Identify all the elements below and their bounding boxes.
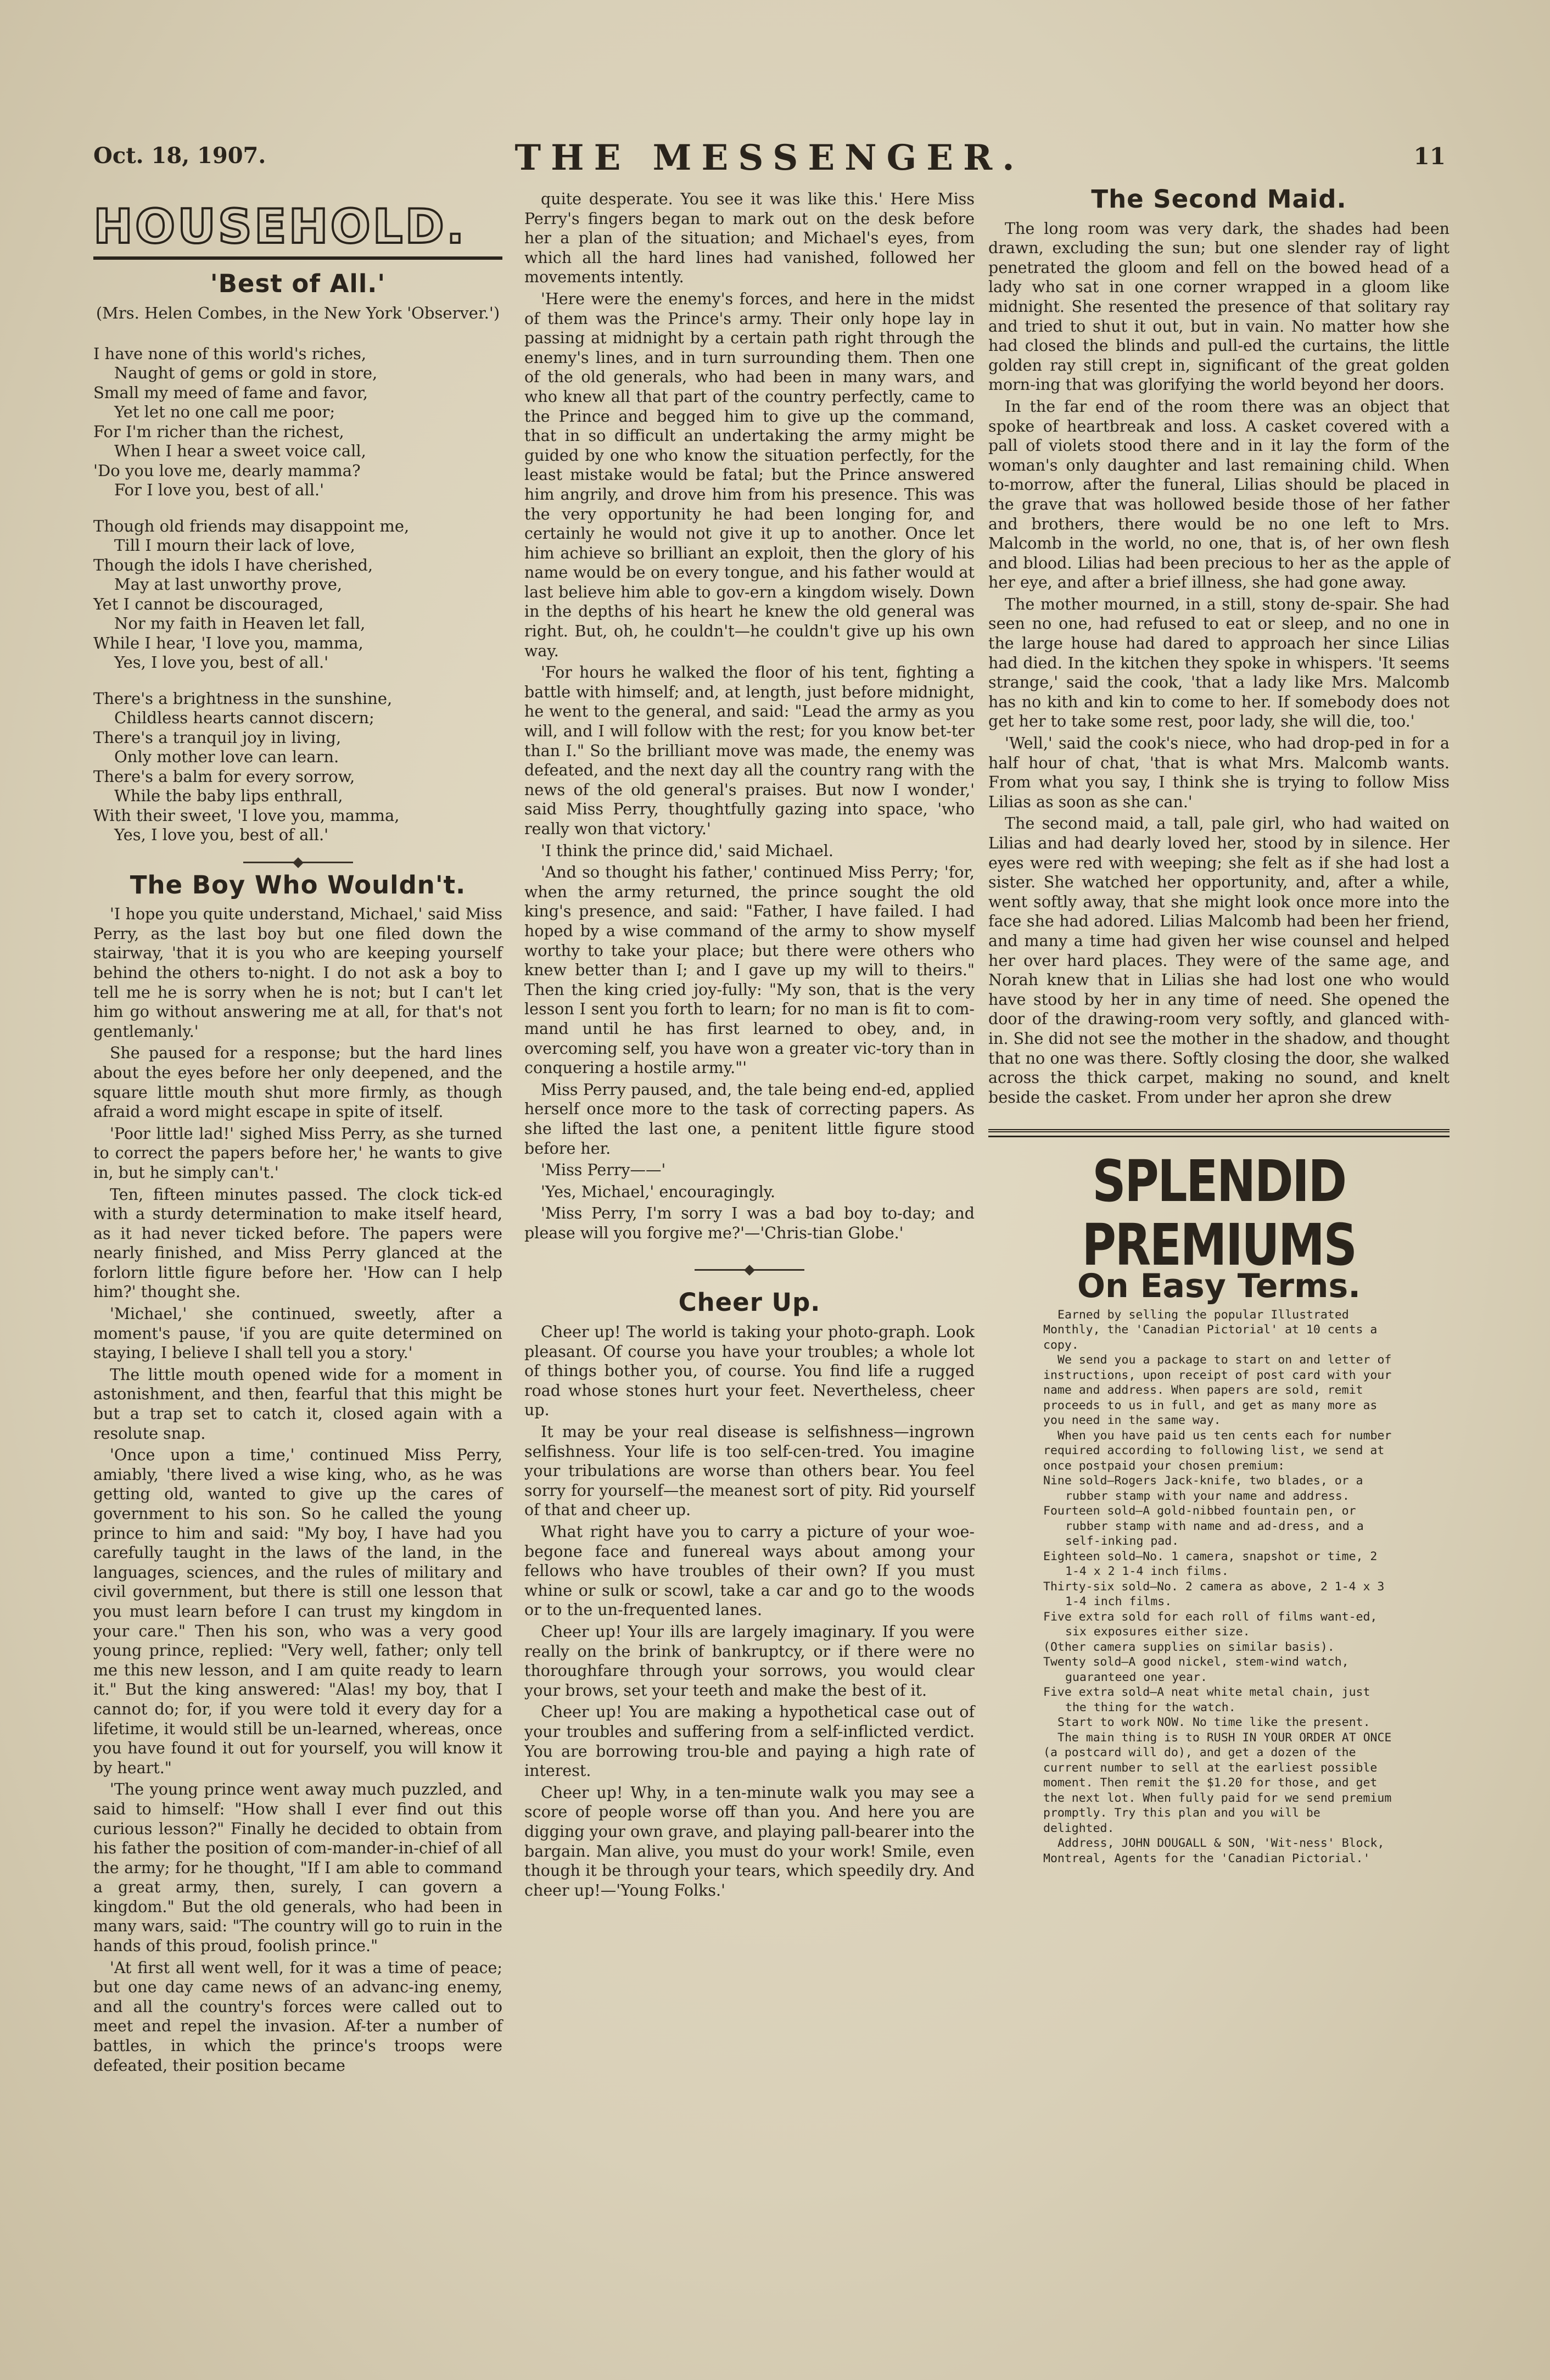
advert-paragraph: Start to work NOW. No time like the present. <box>1057 1716 1370 1730</box>
poem-byline: (Mrs. Helen Combes, in the New York 'Observer.') <box>96 303 500 322</box>
heading-rule <box>93 256 502 260</box>
story-paragraph: 'The young prince went away much puzzled, and said to himself: "How shall I ever find out this curious lesson?" Finally he decided to obtain from his father the position of com-mander-in-chief of all the army; for he thought, "If I am able to command a great army, then, surely, I can govern a kingdom." But the old generals, who had been in many wars, said: "The country will go to ruin in the hands of this proud, foolish prince." <box>93 1780 502 1956</box>
section-divider <box>243 862 353 863</box>
article-paragraph: What right have you to carry a picture of your woe-begone face and funereal ways about among your fellows who have troubles of their own? If you must whine or sulk or scowl, take a car and go to the woods or to the un-frequented lanes. <box>524 1523 975 1619</box>
poem-line: Yet I cannot be discouraged, <box>93 594 324 613</box>
story-paragraph: Miss Perry paused, and, the tale being end-ed, applied herself once more to the task of correcting papers. As she lifted the last one, a penitent little figure stood before her. <box>524 1080 975 1158</box>
poem-line: For I'm richer than the richest, <box>93 422 344 441</box>
story-paragraph: In the far end of the room there was an object that spoke of heartbreak and loss. A casket covered with a pall of violets stood there and in it lay the form of the woman's only daughter and last remaining child. When to-morrow, after the funeral, Lilias should be placed in the grave that was hollowed beside those of her father and brothers, there would be no one left to Mrs. Malcomb in the world, no one, that is, of her own flesh and blood. Lilias had been precious to her as the apple of her eye, and after a brief illness, she had gone away. <box>988 397 1450 592</box>
poem-line: I have none of this world's riches, <box>93 344 367 363</box>
story-paragraph: 'I think the prince did,' said Michael. <box>541 841 833 860</box>
premium-item: (Other camera supplies on similar basis). <box>1043 1640 1335 1654</box>
story-paragraph: 'Miss Perry, I'm sorry I was a bad boy to-day; and please will you forgive me?'—'Chris-tian Globe.' <box>524 1204 975 1242</box>
poem-line: May at last unworthy prove, <box>114 575 343 594</box>
story-paragraph: The mother mourned, in a still, stony de-spair. She had seen no one, had refused to eat or sleep, and no one in the large house had dared to approach her since Lilias had died. In the kitchen they spoke in whispers. 'It seems strange,' said the cook, 'that a lady like Mrs. Malcomb has no kith and kin to come to her. If somebody does not get her to take some rest, poor lady, she will die, too.' <box>988 595 1450 731</box>
column-3 <box>988 185 1450 1866</box>
issue-date: Oct. 18, 1907. <box>93 143 266 169</box>
story-paragraph: 'At first all went well, for it was a time of peace; but one day came news of an advanc-ing enemy, and all the country's forces were called out to meet and repel the invasion. Af-ter a number of battles, in which the prince's troops were defeated, their position became <box>93 1958 502 2075</box>
story-paragraph: 'Miss Perry——' <box>541 1161 666 1180</box>
poem-line: Small my meed of fame and favor, <box>93 383 368 402</box>
story-paragraph: 'Well,' said the cook's niece, who had drop-ped in for a half hour of chat, 'that is what Mrs. Malcomb wants. From what you say, I think she is trying to follow Miss Lilias as soon as she can.' <box>988 734 1450 811</box>
column-1 <box>93 189 502 2077</box>
story-body <box>93 904 502 2075</box>
premium-item: Fourteen sold—A gold-nibbed fountain pen, or rubber stamp with name and ad-dress, and a self-inking pad. <box>1043 1504 1364 1549</box>
story-continuation <box>524 189 975 1243</box>
advert-headline: SPLENDID PREMIUMS <box>1082 1148 1356 1279</box>
poem-line: 'Do you love me, dearly mamma? <box>93 461 361 480</box>
advert-body <box>1043 1308 1395 1867</box>
poem-line: Nor my faith in Heaven let fall, <box>114 614 366 633</box>
poem-title: 'Best of All.' <box>210 269 386 298</box>
poem-line: With their sweet, 'I love you, mamma, <box>93 806 400 825</box>
story-body-second-maid <box>988 219 1450 1108</box>
poem-line: Only mother love can learn. <box>114 747 339 767</box>
poem-stanza <box>93 689 502 845</box>
advert-paragraph: When you have paid us ten cents each for number required according to following list, we send at once postpaid your chosen premium: <box>1043 1428 1392 1473</box>
poem-line: There's a tranquil joy in living, <box>93 728 342 747</box>
poem-line: There's a balm for every sorrow, <box>93 767 355 786</box>
story-paragraph: The second maid, a tall, pale girl, who had waited on Lilias and had dearly loved her, stood by in silence. Her eyes were red with weeping; she felt as if she had lost a sister. She watched her opportunity, and, after a while, went softly away, that she might look once more into the face she had adored. Lilias Malcomb had been her friend, and many a time had given her wise counsel and helped her over hard places. They were of the same age, and Norah knew that in Lilias she had lost one who would have stood by her in any time of need. She opened the door of the drawing-room very softly, and glanced with-in. She did not see the mother in the shadow, and thought that no one was there. Softly closing the door, she walked across the thick carpet, making no sound, and knelt beside the casket. From under her apron she drew <box>988 814 1450 1107</box>
article-paragraph: Cheer up! Your ills are largely imaginary. If you were really on the brink of bankruptcy, or if there were no thoroughfare through your sorrows, you would clear your brows, set your teeth and make the best of it. <box>524 1622 975 1700</box>
story-paragraph: The little mouth opened wide for a moment in astonishment, and then, fearful that this might be but a trap set to catch it, closed again with a resolute snap. <box>93 1365 502 1443</box>
advert-paragraph: We send you a package to start on and letter of instructions, upon receipt of post card with your name and address. When papers are sold, remit proceeds to us in full, and get as many more as you need in the same way. <box>1043 1353 1392 1428</box>
story-paragraph: 'For hours he walked the floor of his tent, fighting a battle with himself; and, at length, just before midnight, he went to the general, and said: "Lead the army as you will, and I will follow with the rest; for you know bet-ter than I." So the brilliant move was made, the enemy was defeated, and the next day all the country rang with the news of the old general's praises. But now I wonder,' said Miss Perry, thoughtfully gazing into space, 'who really won that victory.' <box>524 663 975 838</box>
premium-item: Five extra sold for each roll of films want-ed, six exposures either size. <box>1043 1610 1378 1639</box>
advert-rule <box>988 1129 1450 1137</box>
story-paragraph: quite desperate. You see it was like this.' Here Miss Perry's fingers began to mark out on the desk before her a plan of the situation; and Michael's eyes, from which all the hard lines had vanished, followed her movements intently. <box>524 190 975 287</box>
article-paragraph: Cheer up! You are making a hypothetical case out of your troubles and suffering from a self-inflicted verdict. You are borrowing trou-ble and paying a high rate of interest. <box>524 1703 975 1780</box>
story-title: The Boy Who Wouldn't. <box>130 870 466 900</box>
article-body <box>524 1322 975 1900</box>
story-paragraph: 'Poor little lad!' sighed Miss Perry, as she turned to correct the papers before her,' he wants to give in, but he simply can't.' <box>93 1124 502 1182</box>
advert-paragraph: Address, JOHN DOUGALL & SON, 'Wit-ness' Block, Montreal, Agents for the 'Canadian Pictorial.' <box>1043 1836 1385 1865</box>
article-paragraph: Cheer up! Why, in a ten-minute walk you may see a score of people worse off than you. And here you are digging your own grave, and playing pall-bearer into the bargain. Man alive, you must do your work! Smile, even though it be through your tears, which speedily dry. And cheer up!—'Young Folks.' <box>524 1783 975 1899</box>
story-paragraph: 'Once upon a time,' continued Miss Perry, amiably, 'there lived a wise king, who, as he was getting old, wanted to give up the cares of government to his son. So he called the young prince to him and said: "My boy, I have had you carefully taught in the laws of the land, in the languages, sciences, and the rules of military and civil government, but there is still one lesson that you must learn before I can trust my kingdom in your care." Then his son, who was a very good young prince, replied: "Very well, father; only tell me this new lesson, and I am quite ready to learn it." But the king answered: "Alas! my boy, that I cannot do; for, if you were told it every day for a lifetime, it would still be un-learned, whereas, once you have found it out for yourself, you will know it by heart." <box>93 1446 502 1777</box>
article-paragraph: Cheer up! The world is taking your photo-graph. Look pleasant. Of course you have your troubles; a whole lot of things bother you, of course. You find life a rugged road whose stones hurt your feet. Nevertheless, cheer up. <box>524 1323 975 1420</box>
premium-item: Eighteen sold—No. 1 camera, snapshot or time, 2 1-4 x 2 1-4 inch films. <box>1043 1549 1378 1579</box>
story-paragraph: 'Yes, Michael,' encouragingly. <box>541 1182 776 1201</box>
story-title-second-maid: The Second Maid. <box>1091 185 1347 214</box>
poem-line: Till I mourn their lack of love, <box>114 536 355 555</box>
premium-item: Twenty sold—A good nickel, stem-wind watch, guaranteed one year. <box>1043 1655 1349 1684</box>
section-divider <box>695 1269 804 1271</box>
poem-stanza <box>93 344 502 500</box>
premium-item: Thirty-six sold—No. 2 camera as above, 2 1-4 x 3 1-4 inch films. <box>1043 1579 1385 1609</box>
poem-line: Though old friends may disappoint me, <box>93 516 410 535</box>
poem <box>93 344 502 845</box>
poem-line: When I hear a sweet voice call, <box>114 442 366 461</box>
page-number: 11 <box>1413 143 1446 170</box>
story-paragraph: 'Michael,' she continued, sweetly, after a moment's pause, 'if you are quite determined on staying, I believe I shall tell you a story.' <box>93 1305 502 1362</box>
poem-line: For I love you, best of all.' <box>114 481 324 500</box>
poem-line: Childless hearts cannot discern; <box>114 708 374 728</box>
story-paragraph: 'Here were the enemy's forces, and here in the midst of them was the Prince's army. Their only hope lay in passing at midnight by a certain path right through the enemy's lines, and in turn surrounding them. Then one of the old generals, who had been in many wars, and who knew all that part of the country perfectly, came to the Prince and begged him to give up the command, that in so difficult an undertaking the army might be guided by one who know the situation perfectly, for the least mistake would be fatal; but the Prince answered him angrily, and drove him from his presence. This was the very opportunity he had been longing for, and certainly he would not give it up to another. Once let him achieve so brilliant an exploit, then the glory of his name would be on every tongue, and his father would at last believe him able to gov-ern a kingdom wisely. Down in the depths of his heart he knew the old general was right. But, oh, he couldn't—he couldn't give up his own way. <box>524 289 975 660</box>
advert-subheadline: On Easy Terms. <box>1077 1267 1361 1306</box>
story-paragraph: She paused for a response; but the hard lines about the eyes before her only deepened, and the square little mouth shut more firmly, as though afraid a word might escape in spite of itself. <box>93 1044 502 1121</box>
premium-item: Five extra sold—A neat white metal chain, just the thing for the watch. <box>1043 1685 1370 1714</box>
article-paragraph: It may be your real disease is selfishness—ingrown selfishness. Your life is too self-cen-tred. You imagine your tribulations are worse than others bear. You feel sorry for yourself—the meanest sort of pity. Rid yourself of that and cheer up. <box>524 1423 975 1519</box>
column-2 <box>524 189 975 1902</box>
masthead <box>93 137 1446 181</box>
story-paragraph: Ten, fifteen minutes passed. The clock tick-ed with a sturdy determination to make itself heard, as it had never ticked before. The papers were nearly finished, and Miss Perry glanced at the forlorn little figure before her. 'How can I help him?' thought she. <box>93 1185 502 1301</box>
article-title: Cheer Up. <box>678 1288 821 1317</box>
poem-line: While the baby lips enthrall, <box>114 786 343 806</box>
poem-stanza <box>93 517 502 673</box>
premium-item: Nine sold—Rogers Jack-knife, two blades, or a rubber stamp with your name and address. <box>1043 1474 1363 1503</box>
poem-line: Yet let no one call me poor; <box>114 403 335 422</box>
poem-line: Naught of gems or gold in store, <box>114 364 378 383</box>
newspaper-title: THE MESSENGER. <box>514 137 1025 178</box>
story-paragraph: 'I hope you quite understand, Michael,' said Miss Perry, as the last boy but one filed down the stairway, 'that it is you who are keeping yourself behind the others to-night. I do not ask a boy to tell me he is sorry when he is not; but I can't let him go without answering me at all, for that's not gentlemanly.' <box>93 905 502 1041</box>
household-heading: HOUSEHOLD. <box>93 199 467 254</box>
advert-paragraph: The main thing is to RUSH IN YOUR ORDER AT ONCE (a postcard will do), and get a dozen of the current number to sell at the earliest possible moment. Then remit the $1.20 for those, and get the next lot. When fully paid for we send premium promptly. Try this plan and you will be delighted. <box>1043 1730 1392 1835</box>
poem-line: Yes, I love you, best of all.' <box>114 653 329 672</box>
story-paragraph: 'And so thought his father,' continued Miss Perry; 'for, when the army returned, the prince sought the old king's presence, and said: "Father, I have failed. I had hoped by a wise command of the army to show myself worthy to take your place; but there were others who knew better than I; and I gave up my will to theirs." Then the king cried joy-fully: "My son, that is the very lesson I sent you forth to learn; for no man is fit to com-mand until he has first learned to obey, and, in overcoming self, you have won a greater vic-tory than in conquering a hostile army."' <box>524 863 975 1077</box>
poem-line: There's a brightness in the sunshine, <box>93 689 393 708</box>
poem-line: Yes, I love you, best of all.' <box>114 825 329 845</box>
advert-paragraph: Earned by selling the popular Illustrated Monthly, the 'Canadian Pictorial' at 10 cents a copy. <box>1043 1308 1378 1352</box>
poem-line: While I hear, 'I love you, mamma, <box>93 633 363 652</box>
poem-line: Though the idols I have cherished, <box>93 555 373 574</box>
story-paragraph: The long room was very dark, the shades had been drawn, excluding the sun; but one slender ray of light penetrated the gloom and fell on the bowed head of a lady who sat in one corner wrapped in a gloom like midnight. She resented the presence of that solitary ray and tried to shut it out, but in vain. No matter how she had closed the blinds and pull-ed the curtains, the little golden ray still crept in, significant of the great golden morn-ing that was glorifying the world beyond her doors. <box>988 219 1450 394</box>
